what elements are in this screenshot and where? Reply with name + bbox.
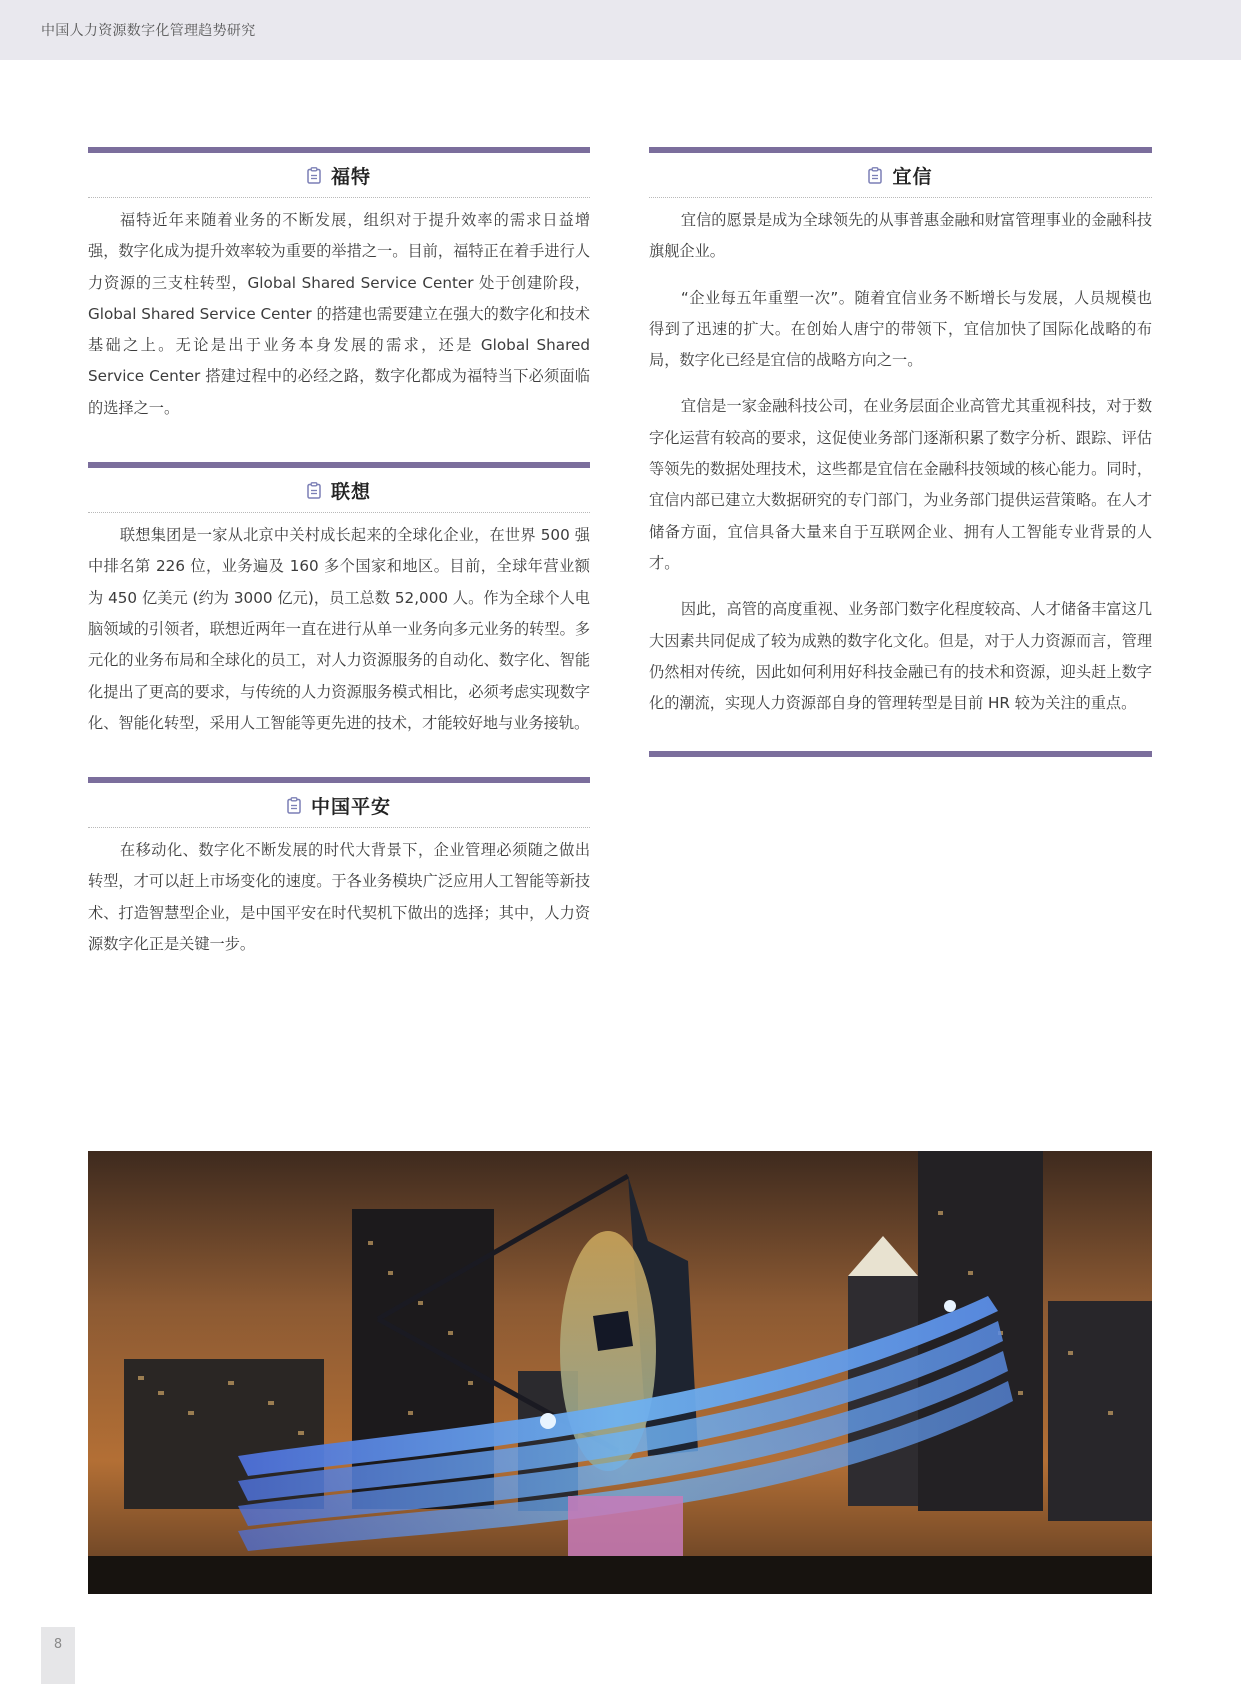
clipboard-icon (287, 797, 301, 814)
dotted-divider (88, 827, 590, 828)
dotted-divider (649, 197, 1152, 198)
paragraph: 宜信是一家金融科技公司，在业务层面企业高管尤其重视科技，对于数字化运营有较高的要求，这促使业务部门逐渐积累了数字分析、跟踪、评估等领先的数据处理技术，这些都是宜信在金融科技领域的核心能力。同时，宜信内部已建立大数据研究的专门部门，为业务部门提供运营策略。在人才储备方面，宜信具备大量来自于互联网企业、拥有人工智能专业背景的人才。 (649, 397, 1152, 572)
section-heading (88, 153, 590, 197)
paragraph: 因此，高管的高度重视、业务部门数字化程度较高、人才储备丰富这几大因素共同促成了较为成熟的数字化文化。但是，对于人力资源而言，管理仍然相对传统，因此如何利用好科技金融已有的技术和资源，迎头赶上数字化的潮流，实现人力资源部自身的管理转型是目前 HR 较为关注的重点。 (649, 600, 1152, 713)
right-column (649, 147, 1152, 757)
paragraph: 在移动化、数字化不断发展的时代大背景下，企业管理必须随之做出转型，才可以赶上市场变化的速度。于各业务模块广泛应用人工智能等新技术、打造智慧型企业，是中国平安在时代契机下做出的选择；其中，人力资源数字化正是关键一步。 (88, 841, 590, 954)
dotted-divider (88, 512, 590, 513)
section-title: 福特 (330, 165, 371, 188)
dotted-divider (88, 197, 590, 198)
section-ping-an (88, 777, 590, 960)
section-yixin (649, 147, 1152, 757)
paragraph: 福特近年来随着业务的不断发展，组织对于提升效率的需求日益增强，数字化成为提升效率较为重要的举措之一。目前，福特正在着手进行人力资源的三支柱转型，Global Shared Service Center 处于创建阶段，Global Shared Service Center 的搭建也需要建立在强大的数字化和技术基础之上。无论是出于业务本身发展的需求，还是 Global Shared Service Center 搭建过程中的必经之路，数字化都成为福特当下必须面临的选择之一。 (88, 211, 590, 417)
paragraph: 联想集团是一家从北京中关村成长起来的全球化企业，在世界 500 强中排名第 226 位，业务遍及 160 多个国家和地区。目前，全球年营业额为 450 亿美元 (约为 3000 亿元)，员工总数 52,000 人。作为全球个人电脑领域的引领者，联想近两年一直在进行从单一业务向多元业务的转型。多元化的业务布局和全球化的员工，对人力资源服务的自动化、数字化、智能化提出了更高的要求，与传统的人力资源服务模式相比，必须考虑实现数字化、智能化转型，采用人工智能等更先进的技术，才能较好地与业务接轨。 (88, 526, 590, 732)
section-title: 联想 (330, 480, 371, 503)
section-title: 中国平安 (310, 795, 391, 818)
city-skyline-photo (88, 1151, 1152, 1594)
clipboard-icon (868, 167, 882, 184)
section-closing-bar (649, 751, 1152, 757)
section-heading (88, 783, 590, 827)
paragraph: 宜信的愿景是成为全球领先的从事普惠金融和财富管理事业的金融科技旗舰企业。 (649, 211, 1152, 261)
page-number: 8 (53, 1637, 63, 1652)
section-ford (88, 147, 590, 424)
clipboard-icon (307, 482, 321, 499)
section-heading (649, 153, 1152, 197)
left-column (88, 147, 590, 960)
paragraph: “企业每五年重塑一次”。随着宜信业务不断增长与发展，人员规模也得到了迅速的扩大。在创始人唐宁的带领下，宜信加快了国际化战略的布局，数字化已经是宜信的战略方向之一。 (649, 288, 1152, 370)
section-heading (88, 468, 590, 512)
clipboard-icon (307, 167, 321, 184)
section-lenovo (88, 462, 590, 739)
section-title: 宜信 (892, 165, 933, 188)
page-number-tab (41, 1627, 75, 1684)
document-title: 中国人力资源数字化管理趋势研究 (41, 23, 256, 39)
running-header (0, 0, 1241, 60)
